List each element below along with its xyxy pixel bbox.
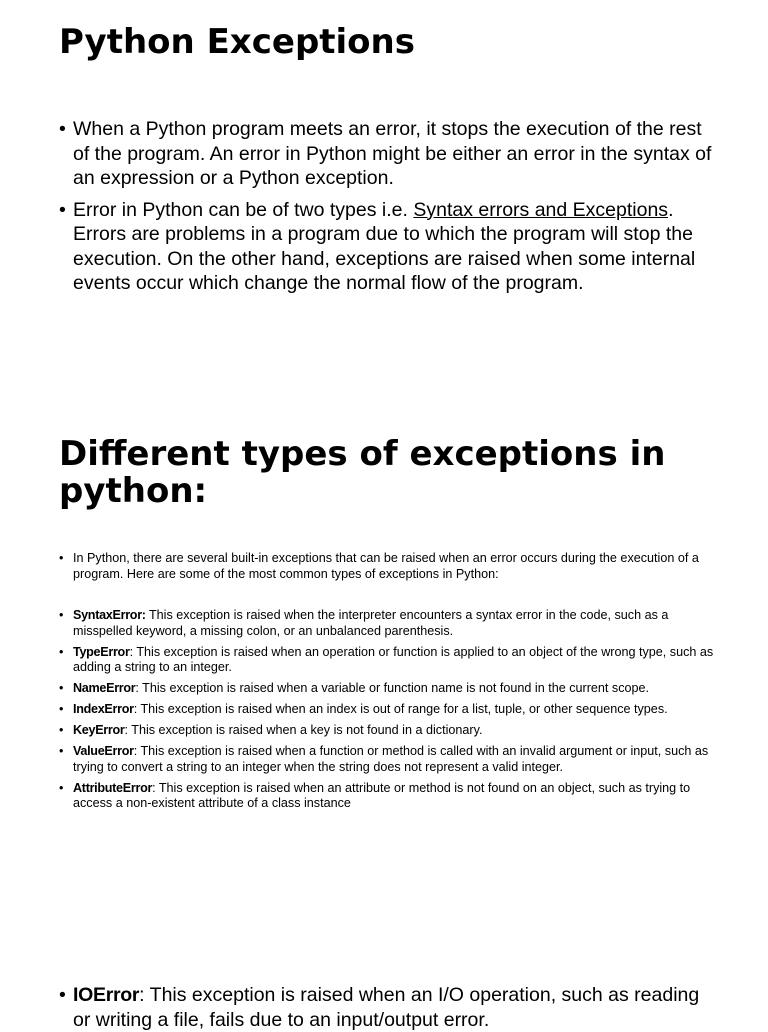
exception-description: : This exception is raised when an index is out of range for a list, tuple, or other sequence types. bbox=[133, 702, 668, 716]
exception-description: : This exception is raised when an attribute or method is not found on an object, such as trying to access a non-existent attribute of a class instance bbox=[73, 780, 691, 810]
list-item bbox=[59, 645, 719, 676]
list-item bbox=[59, 781, 719, 812]
list-item bbox=[59, 744, 719, 775]
intro-text: In Python, there are several built-in exceptions that can be raised when an error occurs during the execution of a program. Here are some of the most common types of exceptions in Python: bbox=[73, 551, 699, 581]
page-title: Python Exceptions bbox=[59, 22, 415, 62]
list-item bbox=[59, 702, 719, 718]
list-item bbox=[59, 608, 719, 639]
exception-description: : This exception is raised when an operation or function is applied to an object of the wrong type, such as adding a string to an integer. bbox=[73, 644, 714, 674]
intro-bullet-list bbox=[59, 117, 719, 303]
bullet-text: When a Python program meets an error, it stops the execution of the rest of the program. An error in Python might be either an error in the syntax of an expression or a Python exception. bbox=[73, 118, 712, 189]
list-item bbox=[59, 983, 719, 1032]
list-item bbox=[59, 117, 719, 191]
exception-term: NameError bbox=[73, 681, 136, 695]
exception-description: This exception is raised when the interpreter encounters a syntax error in the code, such as a misspelled keyword, a missing colon, or an unbalanced parenthesis. bbox=[73, 608, 669, 638]
exception-description: : This exception is raised when a key is not found in a dictionary. bbox=[124, 723, 483, 737]
exception-description: : This exception is raised when a variable or function name is not found in the current scope. bbox=[135, 681, 650, 695]
list-item bbox=[59, 681, 719, 697]
exception-types-list bbox=[59, 608, 719, 817]
exception-term: IndexError bbox=[73, 702, 134, 716]
more-exceptions-list bbox=[59, 983, 719, 1032]
list-item bbox=[59, 723, 719, 739]
list-item bbox=[59, 551, 719, 582]
exception-term: TypeError bbox=[73, 644, 130, 659]
exception-term: AttributeError bbox=[73, 780, 153, 795]
exception-description: : This exception is raised when an I/O operation, such as reading or writing a file, fails due to an input/output error. bbox=[73, 984, 700, 1031]
bullet-text-suffix: . Errors are problems in a program due to which the program will stop the execution. On the other hand, exceptions are raised when some internal events occur which change the normal flow of the program. bbox=[73, 198, 696, 294]
exception-term: SyntaxError: bbox=[73, 608, 146, 622]
exceptions-intro-list bbox=[59, 551, 719, 582]
exception-term: KeyError bbox=[73, 723, 125, 737]
section-title: Different types of exceptions in python: bbox=[59, 434, 666, 511]
exception-description: : This exception is raised when a function or method is called with an invalid argument or input, such as trying to convert a string to an integer when the string does not represent a valid integer. bbox=[73, 744, 709, 774]
bullet-text-prefix: Error in Python can be of two types i.e. bbox=[73, 198, 414, 221]
exception-term: ValueError bbox=[73, 744, 134, 758]
list-item bbox=[59, 198, 719, 296]
exception-term: IOError bbox=[73, 984, 140, 1006]
syntax-errors-link[interactable]: Syntax errors and Exceptions bbox=[413, 198, 669, 221]
